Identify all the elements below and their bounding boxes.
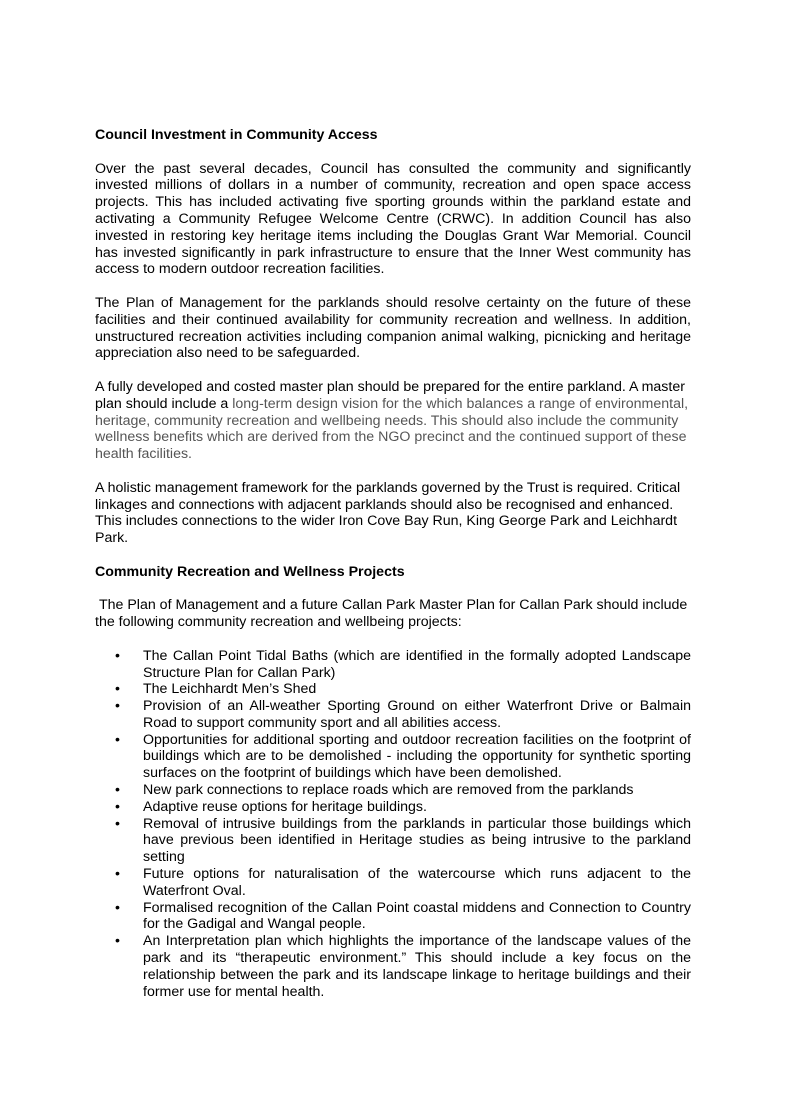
list-item — [95, 648, 691, 682]
list-item — [95, 866, 691, 900]
list-item-text: New park connections to replace roads which are removed from the parklands — [143, 782, 634, 799]
list-item — [95, 816, 691, 866]
paragraph-management-framework: A holistic management framework for the parklands governed by the Trust is required. Critical linkages and connections with adjacent parklands should also be recognised and enhanced. This includes connections to the wider Iron Cove Bay Run, King George Park and Leichhardt Park. — [95, 479, 681, 547]
master-plan-text-continued: long-term design vision for the which balances a range of environmental, heritage, community recreation and wellbeing needs. This should also include the community wellness benefits which are derived from the NGO precinct and the continued support of these health facilities. — [95, 395, 689, 463]
list-item — [95, 732, 691, 782]
list-item — [95, 933, 691, 1000]
list-item — [95, 681, 691, 698]
bullet-marker: • — [115, 681, 120, 698]
bullet-marker: • — [115, 782, 120, 799]
list-item-text: The Leichhardt Men’s Shed — [143, 681, 317, 698]
master-plan-text: A fully developed and costed master plan should be prepared for the entire parkland. A master plan should include a — [95, 378, 685, 412]
bullet-marker: • — [115, 698, 120, 715]
list-item-text: Provision of an All-weather Sporting Ground on either Waterfront Drive or Balmain Road to support community sport and all abilities access. — [143, 698, 691, 731]
paragraph-investment-history: Over the past several decades, Council has consulted the community and significantly invested millions of dollars in a number of community, recreation and open space access projects. This has included activating five sporting grounds within the parkland estate and activating a Community Refugee Welcome Centre (CRWC). In addition Council has also invested in restoring key heritage items including the Douglas Grant War Memorial. Council has invested significantly in park infrastructure to ensure that the Inner West community has access to modern outdoor recreation facilities. — [95, 160, 691, 278]
list-item — [95, 799, 691, 816]
paragraph-master-plan — [95, 379, 691, 463]
projects-list — [95, 648, 691, 1001]
list-item-text: Opportunities for additional sporting and outdoor recreation facilities on the footprint of buildings which are to be demolished - including the opportunity for synthetic sporting surfaces on the footprint of buildings which have been demolished. — [143, 731, 691, 782]
list-item — [95, 698, 691, 732]
list-item-text: Adaptive reuse options for heritage buildings. — [143, 798, 427, 815]
bullet-marker: • — [115, 647, 120, 664]
bullet-marker: • — [115, 815, 120, 832]
document-page — [95, 127, 691, 1000]
list-item-text: Removal of intrusive buildings from the parklands in particular those buildings which have previous been identified in Heritage studies as being intrusive to the parkland setting — [143, 815, 691, 866]
list-item-text: Future options for naturalisation of the watercourse which runs adjacent to the Waterfront Oval. — [143, 866, 691, 899]
bullet-marker: • — [115, 933, 120, 950]
list-item-text: An Interpretation plan which highlights the importance of the landscape values of the park and its “therapeutic environment.” This should include a key focus on the relationship between the park and its landscape linkage to heritage buildings and their former use for mental health. — [143, 933, 691, 1000]
list-item-text: Formalised recognition of the Callan Point coastal middens and Connection to Country for the Gadigal and Wangal people. — [143, 899, 691, 933]
list-item-text: The Callan Point Tidal Baths (which are identified in the formally adopted Landscape Structure Plan for Callan Park) — [143, 647, 691, 681]
paragraph-plan-of-management: The Plan of Management for the parklands should resolve certainty on the future of these facilities and their continued availability for community recreation and wellness. In addition, unstructured recreation activities including companion animal walking, picnicking and heritage appreciation also need to be safeguarded. — [95, 294, 691, 362]
list-item — [95, 782, 691, 799]
bullet-marker: • — [115, 798, 120, 815]
bullet-marker: • — [115, 866, 120, 883]
paragraph-projects-intro: The Plan of Management and a future Callan Park Master Plan for Callan Park should include the following community recreation and wellbeing projects: — [95, 597, 692, 631]
section-heading-investment: Council Investment in Community Access — [95, 127, 378, 143]
bullet-marker: • — [115, 899, 120, 916]
list-item — [95, 900, 691, 934]
bullet-marker: • — [115, 731, 120, 748]
section-heading-projects: Community Recreation and Wellness Projects — [95, 563, 405, 580]
